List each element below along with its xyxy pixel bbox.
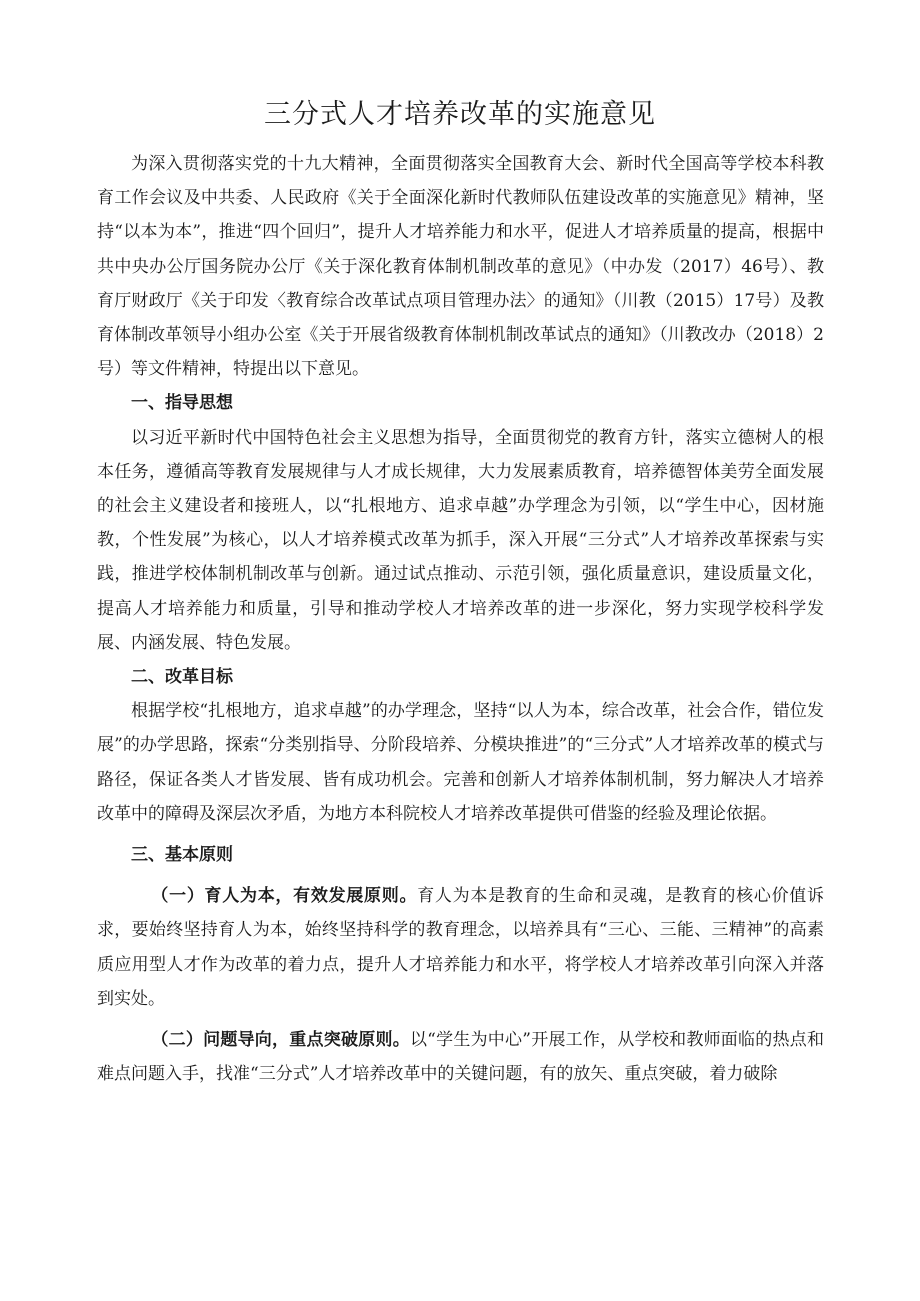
principle-2-lead: （二）问题导向，重点突破原则。 — [151, 1030, 410, 1051]
section-heading-basic-principles: 三、基本原则 — [131, 845, 233, 866]
principle-1-lead: （一）育人为本，有效发展原则。 — [151, 886, 418, 907]
intro-paragraph: 为深入贯彻落实党的十九大精神，全面贯彻落实全国教育大会、新时代全国高等学校本科教育工作会议及中共委、人民政府《关于全面深化新时代教师队伍建设改革的实施意见》精神，坚持“以本为本”，推进“四个回归”，提升人才培养能力和水平，促进人才培养质量的提高，根据中共中央办公厅国务院办公厅《关于深化教育体制机制改革的意见》（中办发（2017）46号）、教育厅财政厅《关于印发〈教育综合改革试点项目管理办法〉的通知》（川教（2015）17号）及教育体制改革领导小组办公室《关于开展省级教育体制机制改革试点的通知》（川教改办（2018）2号）等文件精神，特提出以下意见。 — [97, 154, 824, 380]
section-heading-reform-goals: 二、改革目标 — [131, 667, 233, 688]
principle-2-paragraph — [97, 1023, 824, 1091]
principle-1-paragraph — [97, 879, 824, 1016]
section-heading-guiding-thought: 一、指导思想 — [131, 393, 233, 414]
principle-2-text: 以“学生为中心”开展工作，从学校和教师面临的热点和难点问题入手，找准“三分式”人才培养改革中的关键问题，有的放矢、重点突破，着力破除 — [97, 1030, 824, 1085]
principle-1-text: 育人为本是教育的生命和灵魂，是教育的核心价值诉求，要始终坚持育人为本，始终坚持科学的教育理念，以培养具有“三心、三能、三精神”的高素质应用型人才作为改革的着力点，提升人才培养能力和水平，将学校人才培养改革引向深入并落到实处。 — [97, 886, 825, 1009]
reform-goals-paragraph: 根据学校“扎根地方，追求卓越”的办学理念，坚持“以人为本，综合改革，社会合作，错位发展”的办学思路，探索“分类别指导、分阶段培养、分模块推进”的“三分式”人才培养改革的模式与路径，保证各类人才皆发展、皆有成功机会。完善和创新人才培养体制机制，努力解决人才培养改革中的障碍及深层次矛盾，为地方本科院校人才培养改革提供可借鉴的经验及理论依据。 — [97, 701, 824, 824]
document-title: 三分式人才培养改革的实施意见 — [264, 99, 656, 130]
guiding-thought-paragraph: 以习近平新时代中国特色社会主义思想为指导，全面贯彻党的教育方针，落实立德树人的根本任务，遵循高等教育发展规律与人才成长规律，大力发展素质教育，培养德智体美劳全面发展的社会主义建设者和接班人，以“扎根地方、追求卓越”办学理念为引领，以“学生中心，因材施教，个性发展”为核心，以人才培养模式改革为抓手，深入开展“三分式”人才培养改革探索与实践，推进学校体制机制改革与创新。通过试点推动、示范引领，强化质量意识，建设质量文化，提高人才培养能力和质量，引导和推动学校人才培养改革的进一步深化，努力实现学校科学发展、内涵发展、特色发展。 — [97, 427, 824, 653]
document-body — [97, 147, 824, 1091]
